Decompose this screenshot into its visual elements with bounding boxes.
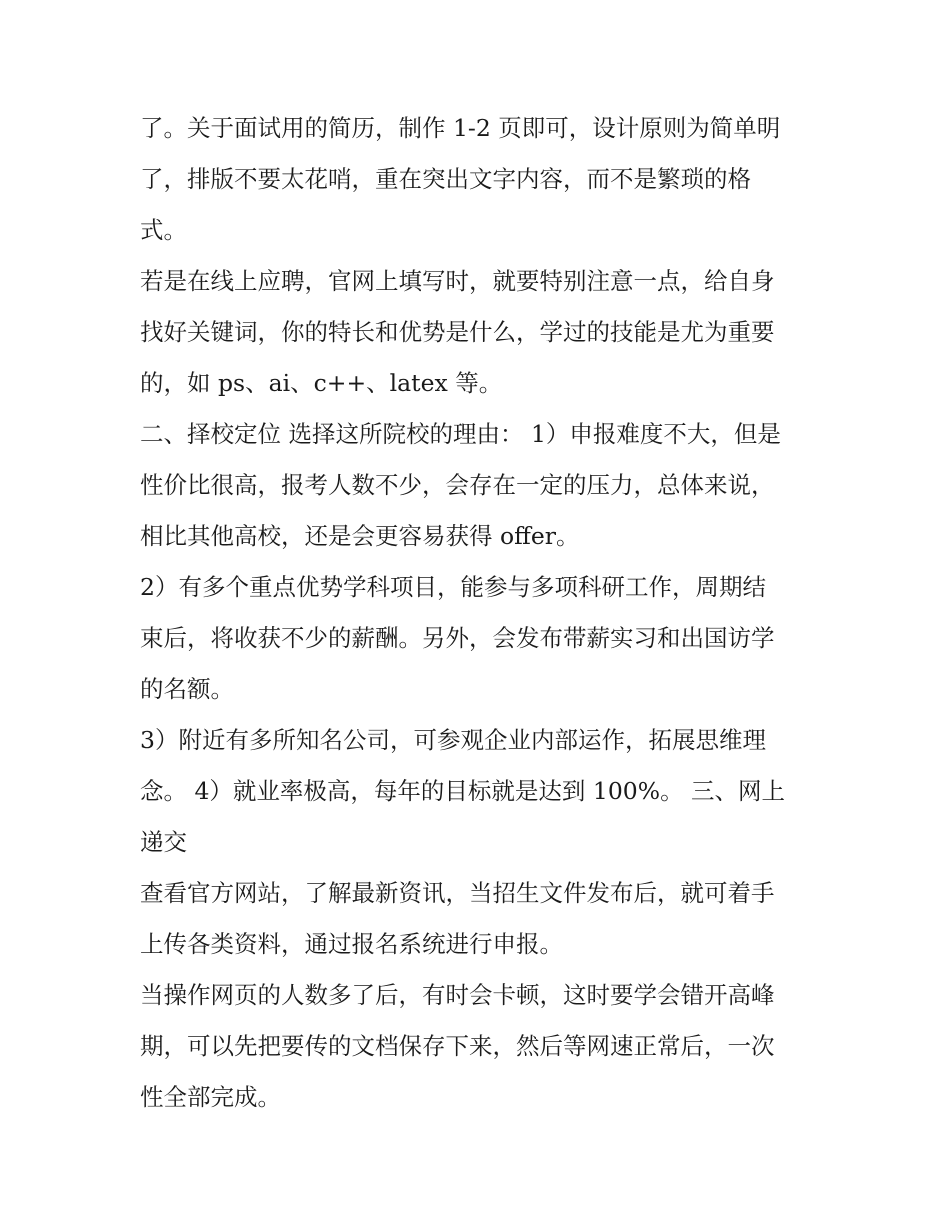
text-line: 了。关于面试用的简历，制作 1-2 页即可，设计原则为简单明 [140,114,781,142]
text-line: 性价比很高，报考人数不少，会存在一定的压力，总体来说， [140,471,775,499]
text-line: 的，如 ps、ai、c++、latex 等。 [140,369,503,397]
text-line: 相比其他高校，还是会更容易获得 offer。 [140,522,580,550]
text-line: 念。 4）就业率极高，每年的目标就是达到 100%。 三、网上 [140,777,786,805]
text-line: 若是在线上应聘，官网上填写时，就要特别注意一点，给自身 [140,267,775,295]
text-line: 了，排版不要太花哨，重在突出文字内容，而不是繁琐的格 [140,165,751,193]
paragraph-reason-2 [140,562,820,715]
text-line: 的名额。 [140,675,234,703]
paragraph-online-application [140,256,820,409]
paragraph-official-site [140,868,820,970]
text-line: 束后，将收获不少的薪酬。另外，会发布带薪实习和出国访学 [140,624,775,652]
paragraph-school-choice [140,409,820,562]
text-line: 期，可以先把要传的文档保存下来，然后等网速正常后，一次 [140,1032,775,1060]
text-line: 当操作网页的人数多了后，有时会卡顿，这时要学会错开高峰 [140,981,775,1009]
text-line: 查看官方网站，了解最新资讯，当招生文件发布后，就可着手 [140,879,775,907]
document-body [140,103,820,1123]
text-line: 性全部完成。 [140,1083,281,1111]
paragraph-resume-advice [140,103,820,256]
text-line: 式。 [140,216,187,244]
text-line: 递交 [140,828,187,856]
paragraph-reason-3-4 [140,715,820,868]
paragraph-peak-hours [140,970,820,1123]
text-line: 找好关键词，你的特长和优势是什么，学过的技能是尤为重要 [140,318,775,346]
text-line: 二、择校定位 选择这所院校的理由： 1）申报难度不大，但是 [140,420,781,448]
text-line: 上传各类资料，通过报名系统进行申报。 [140,930,563,958]
text-line: 2）有多个重点优势学科项目，能参与多项科研工作，周期结 [140,573,766,601]
text-line: 3）附近有多所知名公司，可参观企业内部运作，拓展思维理 [140,726,766,754]
